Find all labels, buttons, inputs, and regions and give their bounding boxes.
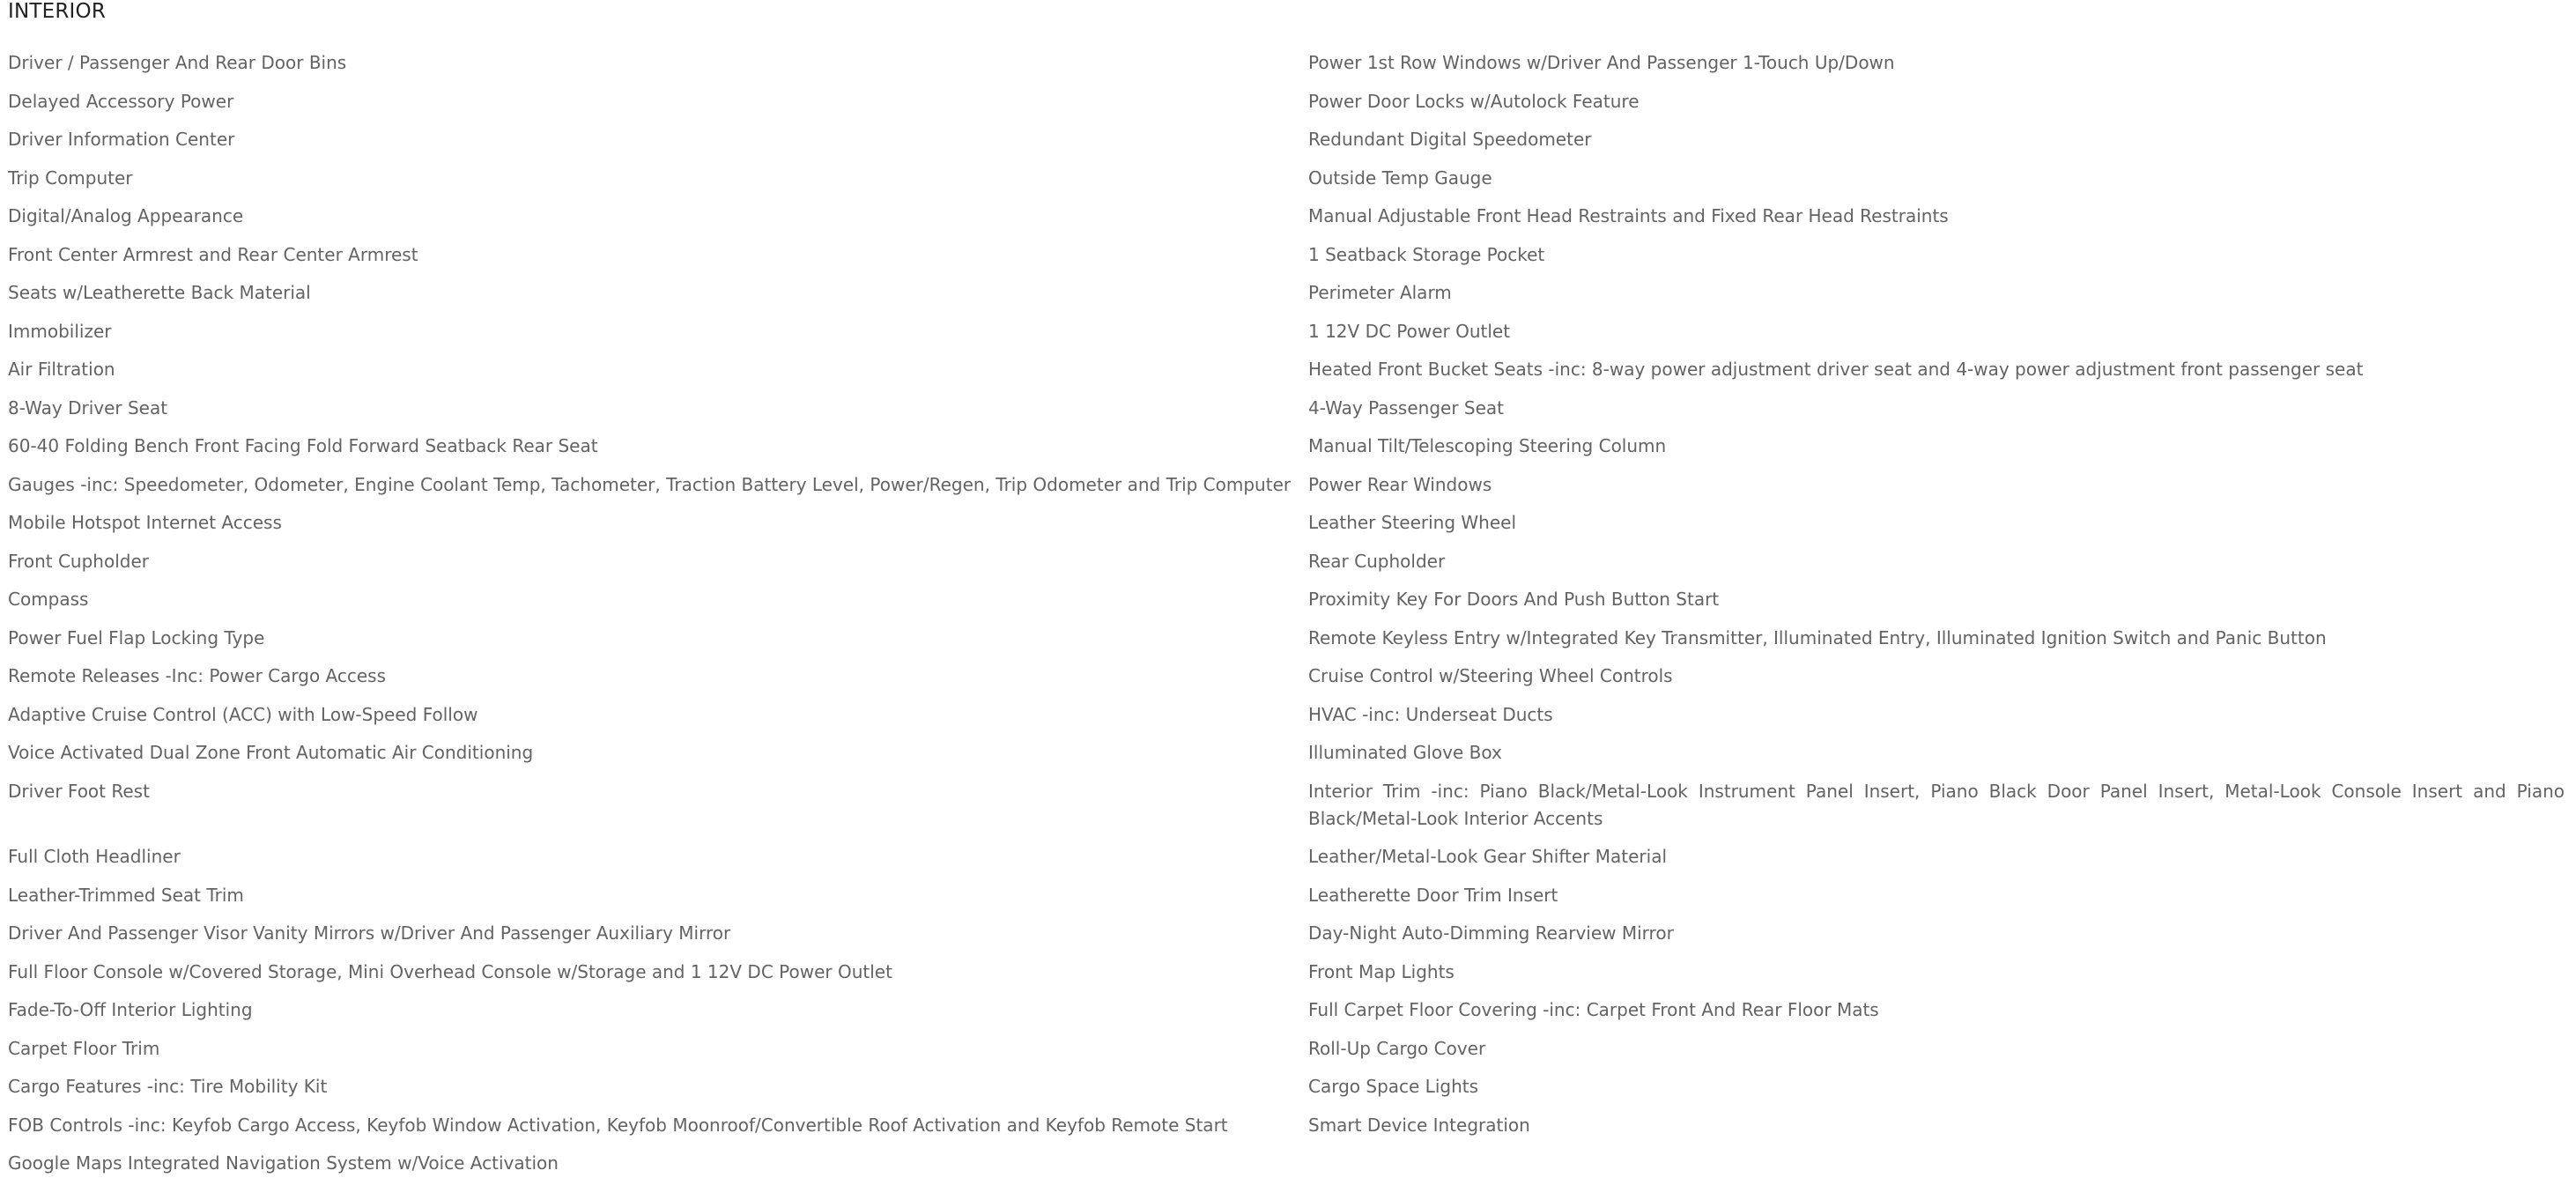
feature-item: Interior Trim -inc: Piano Black/Metal-Look Instrument Panel Insert, Piano Black Door Panel Insert, Metal-Look Console Insert and Piano Black/Metal-Look Interior Accents [1308,780,2565,829]
feature-item: Day-Night Auto-Dimming Rearview Mirror [1308,922,1674,944]
feature-item: Air Filtration [8,359,115,380]
feature-item: Roll-Up Cargo Cover [1308,1037,1486,1059]
feature-item: Compass [8,589,89,610]
feature-item: Manual Adjustable Front Head Restraints and Fixed Rear Head Restraints [1308,205,1949,226]
feature-item: Driver Information Center [8,129,235,150]
feature-item: Power Fuel Flap Locking Type [8,626,265,648]
feature-item: Delayed Accessory Power [8,90,234,112]
feature-item: Perimeter Alarm [1308,282,1452,303]
feature-item: Redundant Digital Speedometer [1308,129,1592,150]
feature-item: 1 12V DC Power Outlet [1308,320,1511,342]
feature-item: Driver Foot Rest [8,780,150,802]
feature-item: Digital/Analog Appearance [8,205,244,226]
feature-item: Power 1st Row Windows w/Driver And Passenger 1-Touch Up/Down [1308,52,1895,73]
feature-item [1308,1150,2568,1189]
feature-item: Gauges -inc: Speedometer, Odometer, Engine Coolant Temp, Tachometer, Traction Battery Level, Power/Regen, Trip Odometer and Trip Computer [8,473,1292,495]
feature-item: HVAC -inc: Underseat Ducts [1308,703,1553,725]
feature-item: Full Floor Console w/Covered Storage, Mini Overhead Console w/Storage and 1 12V DC Power Outlet [8,960,892,982]
feature-item: Google Maps Integrated Navigation System w/Voice Activation [8,1152,559,1174]
feature-item: Leatherette Door Trim Insert [1308,884,1558,906]
feature-item: Leather Steering Wheel [1308,512,1517,533]
section-title: INTERIOR [8,0,107,23]
feature-item: Full Cloth Headliner [8,846,181,867]
feature-item: Cargo Features -inc: Tire Mobility Kit [8,1076,328,1097]
feature-item: Full Carpet Floor Covering -inc: Carpet Front And Rear Floor Mats [1308,999,1879,1020]
feature-item: Driver / Passenger And Rear Door Bins [8,52,347,73]
feature-item: Leather-Trimmed Seat Trim [8,884,244,906]
feature-item: 8-Way Driver Seat [8,396,168,419]
feature-item: Trip Computer [8,167,133,189]
feature-item: Leather/Metal-Look Gear Shifter Material [1308,846,1668,867]
feature-item: Immobilizer [8,320,112,342]
feature-item: FOB Controls -inc: Keyfob Cargo Access, Keyfob Window Activation, Keyfob Moonroof/Convertible Roof Activation and Keyfob Remote Start [8,1114,1228,1136]
feature-item: Smart Device Integration [1308,1114,1530,1136]
feature-item: Remote Releases -Inc: Power Cargo Access [8,665,387,686]
feature-item: 60-40 Folding Bench Front Facing Fold Forward Seatback Rear Seat [8,435,598,456]
feature-item: Adaptive Cruise Control (ACC) with Low-Speed Follow [8,703,478,725]
feature-item: Power Door Locks w/Autolock Feature [1308,90,1640,112]
feature-item: Cargo Space Lights [1308,1076,1479,1097]
feature-item: Cruise Control w/Steering Wheel Controls [1308,665,1673,686]
feature-item: Front Map Lights [1308,960,1455,982]
interior-features-list [8,49,2568,1189]
feature-item: Carpet Floor Trim [8,1037,160,1059]
feature-item: Seats w/Leatherette Back Material [8,282,311,303]
feature-item: Fade-To-Off Interior Lighting [8,999,253,1020]
feature-item: Remote Keyless Entry w/Integrated Key Transmitter, Illuminated Entry, Illuminated Ignition Switch and Panic Button [1308,626,2327,648]
feature-item: Driver And Passenger Visor Vanity Mirrors w/Driver And Passenger Auxiliary Mirror [8,922,731,944]
feature-item: Outside Temp Gauge [1308,167,1492,189]
feature-item: Power Rear Windows [1308,473,1492,495]
feature-item: Rear Cupholder [1308,550,1446,572]
feature-item: 4-Way Passenger Seat [1308,396,1504,419]
feature-item: Proximity Key For Doors And Push Button Start [1308,589,1720,610]
feature-item: Front Cupholder [8,550,149,572]
feature-item: Front Center Armrest and Rear Center Armrest [8,243,418,265]
feature-item: Mobile Hotspot Internet Access [8,512,282,533]
feature-item: Voice Activated Dual Zone Front Automatic Air Conditioning [8,742,534,763]
feature-item: Manual Tilt/Telescoping Steering Column [1308,435,1667,456]
feature-item: 1 Seatback Storage Pocket [1308,243,1545,265]
feature-item: Heated Front Bucket Seats -inc: 8-way power adjustment driver seat and 4-way power adjustment front passenger seat [1308,359,2364,380]
feature-item: Illuminated Glove Box [1308,742,1502,763]
